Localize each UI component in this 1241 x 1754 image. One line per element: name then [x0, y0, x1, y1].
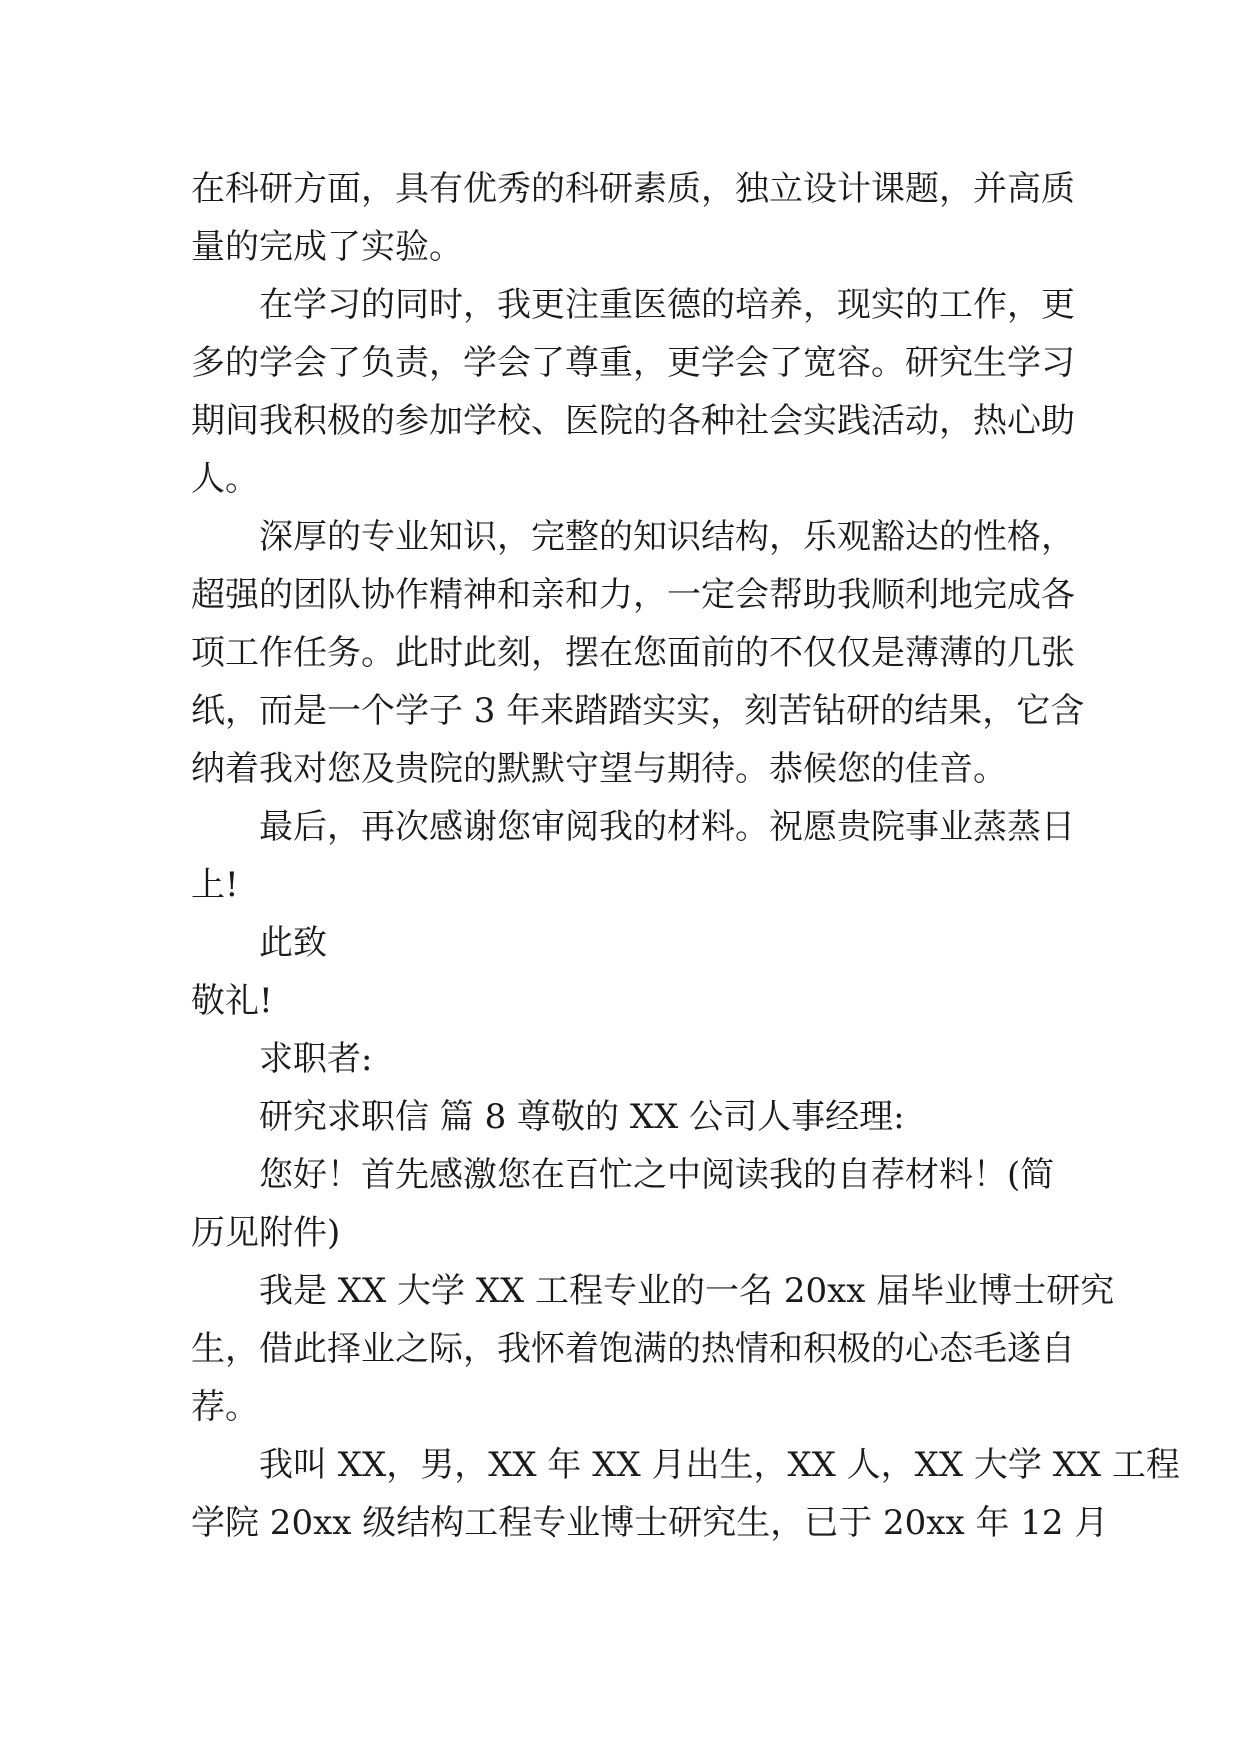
text-line-2: 量的完成了实验。 — [191, 227, 463, 267]
text-line-15: 敬礼! — [191, 981, 273, 1021]
text-line-9: 项工作任务。此时此刻，摆在您面前的不仅仅是薄薄的几张 — [191, 633, 1075, 673]
text-line-13: 上! — [191, 865, 239, 905]
text-line-11: 纳着我对您及贵院的默默守望与期待。恭候您的佳音。 — [191, 749, 1007, 789]
text-line-8: 超强的团队协作精神和亲和力，一定会帮助我顺利地完成各 — [191, 575, 1075, 615]
text-line-4: 多的学会了负责，学会了尊重，更学会了宽容。研究生学习 — [191, 343, 1075, 383]
text-line-14: 此致 — [259, 923, 327, 963]
text-line-5: 期间我积极的参加学校、医院的各种社会实践活动，热心助 — [191, 401, 1075, 441]
text-line-21: 生，借此择业之际，我怀着饱满的热情和积极的心态毛遂自 — [191, 1329, 1075, 1369]
text-line-16: 求职者: — [259, 1039, 373, 1079]
document-body — [191, 160, 1180, 1552]
text-line-22: 荐。 — [191, 1387, 259, 1427]
text-line-20: 我是 XX 大学 XX 工程专业的一名 20xx 届毕业博士研究 — [259, 1271, 1115, 1311]
text-line-3: 在学习的同时，我更注重医德的培养，现实的工作，更 — [259, 285, 1075, 325]
text-line-19: 历见附件) — [191, 1213, 341, 1253]
text-line-17: 研究求职信 篇 8 尊敬的 XX 公司人事经理: — [259, 1097, 905, 1137]
text-line-6: 人。 — [191, 459, 259, 499]
text-line-23: 我叫 XX，男，XX 年 XX 月出生，XX 人，XX 大学 XX 工程 — [259, 1445, 1180, 1485]
text-line-18: 您好！首先感激您在百忙之中阅读我的自荐材料！(简 — [259, 1155, 1055, 1195]
text-line-10: 纸，而是一个学子 3 年来踏踏实实，刻苦钻研的结果，它含 — [191, 691, 1085, 731]
text-line-24: 学院 20xx 级结构工程专业博士研究生，已于 20xx 年 12 月 — [191, 1503, 1109, 1543]
text-line-1: 在科研方面，具有优秀的科研素质，独立设计课题，并高质 — [191, 169, 1075, 209]
text-line-7: 深厚的专业知识，完整的知识结构，乐观豁达的性格， — [259, 517, 1075, 557]
text-line-12: 最后，再次感谢您审阅我的材料。祝愿贵院事业蒸蒸日 — [259, 807, 1075, 847]
